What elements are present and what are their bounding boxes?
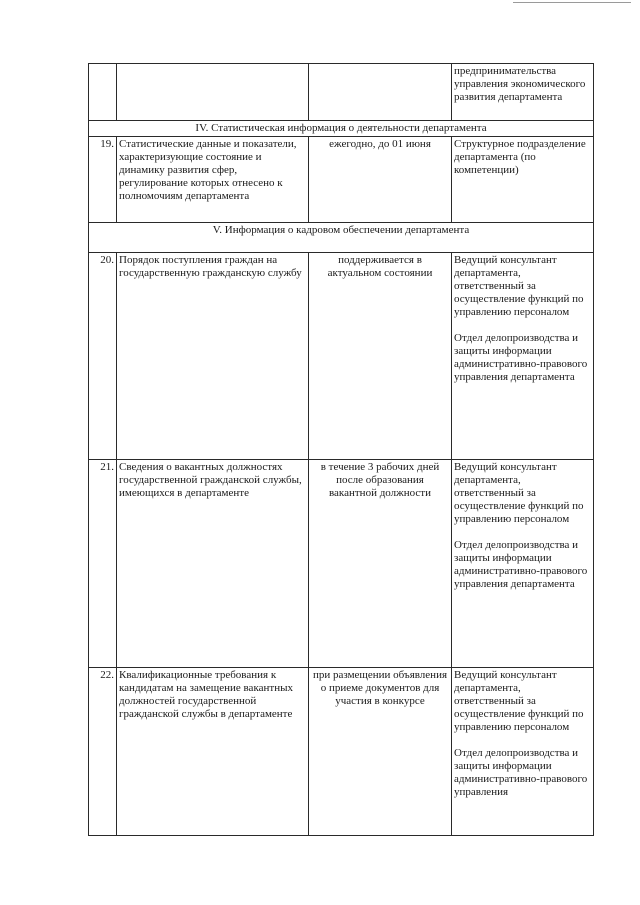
row-number: 19. xyxy=(89,137,117,223)
cell-resp: предпринимательства управления экономического развития департамента xyxy=(452,64,594,121)
row-responsible: Структурное подразделение департамента (по компетенции) xyxy=(452,137,594,223)
row-description: Квалификационные требования к кандидатам на замещение вакантных должностей государственной гражданской службы в департаменте xyxy=(117,668,309,836)
section-title: IV. Статистическая информация о деятельности департамента xyxy=(89,121,594,137)
table-row-continued xyxy=(89,64,594,121)
cell-num xyxy=(89,64,117,121)
row-responsible xyxy=(452,460,594,668)
table-row-22 xyxy=(89,668,594,836)
top-edge-line xyxy=(513,2,631,3)
table-row-20 xyxy=(89,253,594,460)
row-term: ежегодно, до 01 июня xyxy=(309,137,452,223)
responsible-consultant: Ведущий консультант департамента, ответственный за осуществление функций по управлению персоналом xyxy=(454,669,584,733)
row-term: при размещении объявления о приеме документов для участия в конкурсе xyxy=(309,668,452,836)
row-description: Порядок поступления граждан на государственную гражданскую службу xyxy=(117,253,309,460)
cell-term xyxy=(309,64,452,121)
row-number: 22. xyxy=(89,668,117,836)
information-table xyxy=(88,63,594,836)
table-row-21 xyxy=(89,460,594,668)
section-header-v xyxy=(89,223,594,253)
row-term: в течение 3 рабочих дней после образования вакантной должности xyxy=(309,460,452,668)
section-title: V. Информация о кадровом обеспечении департамента xyxy=(89,223,594,253)
cell-desc xyxy=(117,64,309,121)
row-description: Сведения о вакантных должностях государственной гражданской службы, имеющихся в департаменте xyxy=(117,460,309,668)
row-description: Статистические данные и показатели, характеризующие состояние и динамику развития сфер, регулирование которых отнесено к полномочиям департамента xyxy=(117,137,309,223)
responsible-consultant: Ведущий консультант департамента, ответственный за осуществление функций по управлению персоналом xyxy=(454,254,584,318)
section-header-iv xyxy=(89,121,594,137)
row-responsible xyxy=(452,668,594,836)
responsible-department: Отдел делопроизводства и защиты информации административно-правового управления xyxy=(454,747,588,798)
responsible-department: Отдел делопроизводства и защиты информации административно-правового управления департамента xyxy=(454,539,588,590)
row-term: поддерживается в актуальном состоянии xyxy=(309,253,452,460)
responsible-department: Отдел делопроизводства и защиты информации административно-правового управления департамента xyxy=(454,332,588,383)
row-number: 21. xyxy=(89,460,117,668)
row-number: 20. xyxy=(89,253,117,460)
table-row-19 xyxy=(89,137,594,223)
responsible-consultant: Ведущий консультант департамента, ответственный за осуществление функций по управлению персоналом xyxy=(454,461,584,525)
row-responsible xyxy=(452,253,594,460)
